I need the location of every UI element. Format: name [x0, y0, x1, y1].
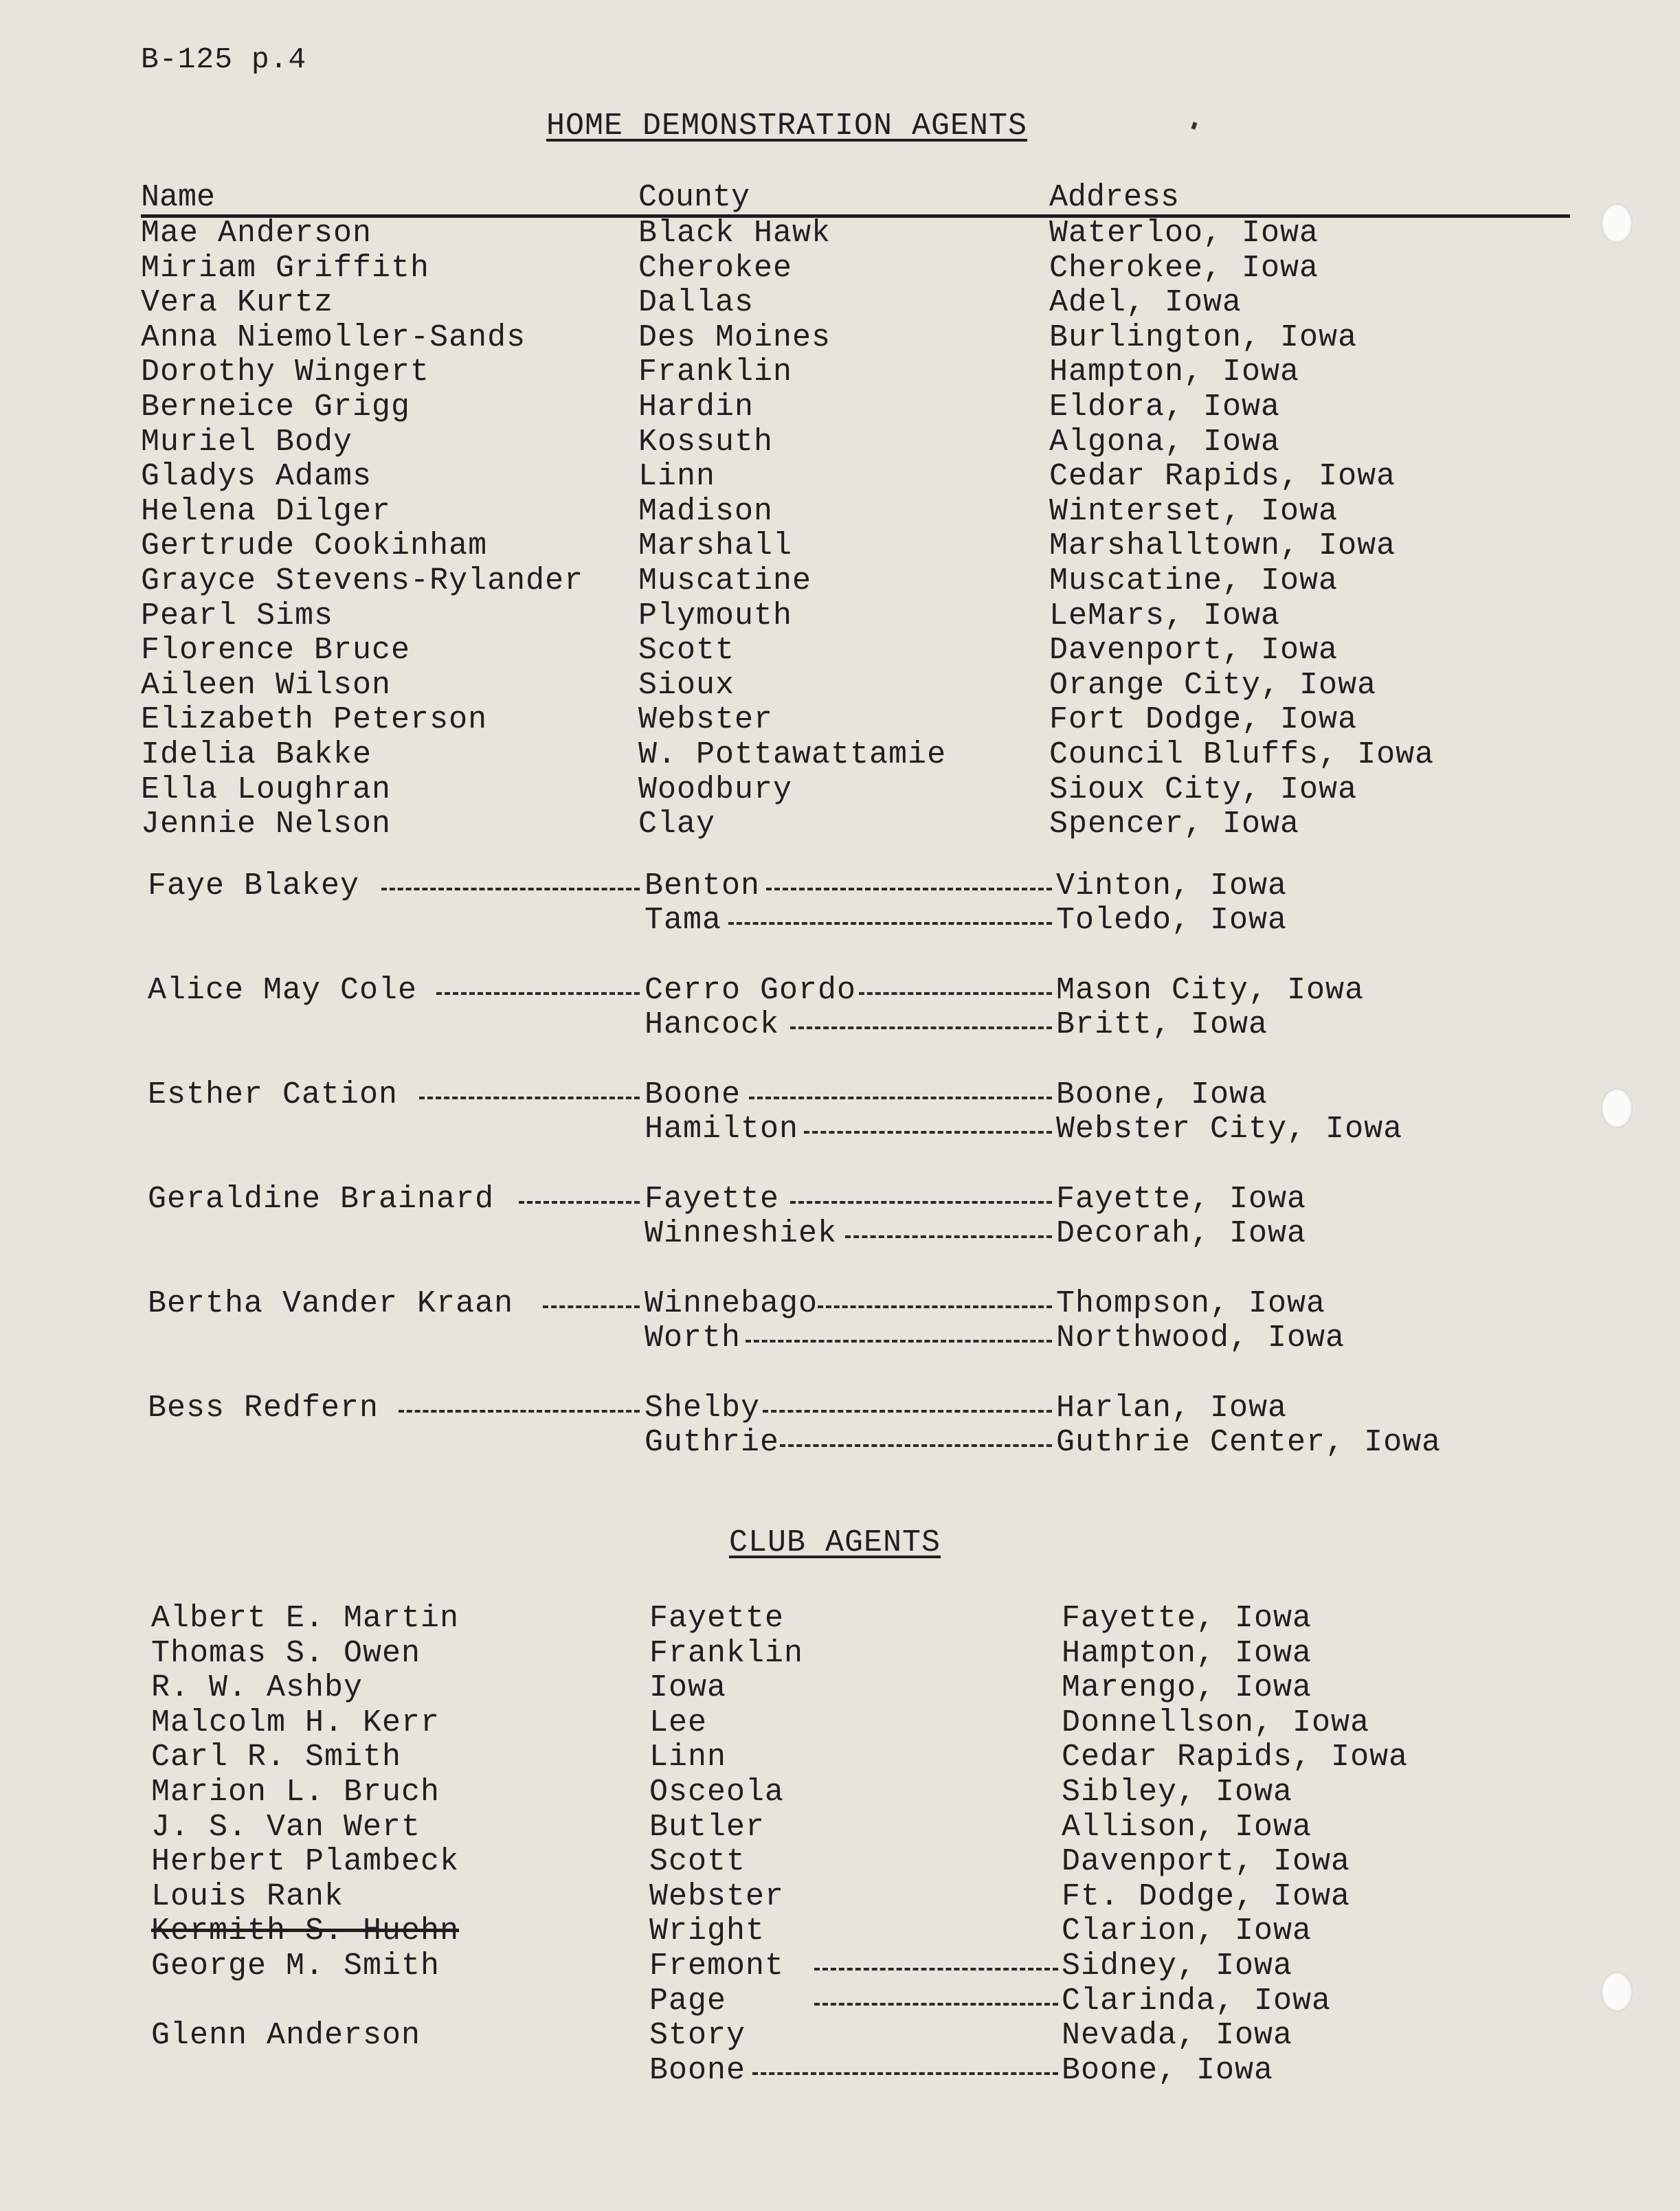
- agent-name: Ella Loughran: [141, 772, 392, 807]
- agent-name: Bess Redfern: [148, 1391, 379, 1426]
- dash-leader: [749, 1097, 1052, 1099]
- agent-name: Herbert Plambeck: [151, 1844, 460, 1880]
- agent-name: Dorothy Wingert: [141, 355, 430, 390]
- agent-name: Marion L. Bruch: [151, 1774, 440, 1810]
- agent-address: Vinton, Iowa: [1056, 868, 1288, 904]
- agent-county: Plymouth: [638, 598, 793, 633]
- agent-address: Burlington, Iowa: [1049, 319, 1358, 355]
- agent-address: Clarinda, Iowa: [1062, 1983, 1332, 2019]
- agent-county: Dallas: [638, 285, 754, 321]
- agent-address: Guthrie Center, Iowa: [1056, 1425, 1442, 1460]
- agent-name: Florence Bruce: [141, 633, 411, 669]
- agent-county: Black Hawk: [638, 216, 831, 251]
- agent-address: Donnellson, Iowa: [1062, 1705, 1370, 1740]
- agent-county: Des Moines: [638, 319, 831, 355]
- agent-county: W. Pottawattamie: [638, 737, 947, 772]
- agent-address: Boone, Iowa: [1056, 1077, 1268, 1112]
- agent-address: LeMars, Iowa: [1049, 598, 1281, 633]
- dash-leader: [804, 1131, 1052, 1134]
- agent-name: Carl R. Smith: [151, 1740, 402, 1775]
- agent-address: Boone, Iowa: [1062, 2052, 1274, 2088]
- agent-name: R. W. Ashby: [151, 1670, 363, 1706]
- dash-leader: [845, 1235, 1052, 1238]
- agent-address: Waterloo, Iowa: [1049, 216, 1319, 251]
- dash-leader: [814, 1968, 1058, 1971]
- dash-leader: [746, 1340, 1052, 1343]
- punch-hole: [1601, 203, 1633, 243]
- agent-county: Boone: [649, 2052, 746, 2088]
- agent-address: Clarion, Iowa: [1062, 1913, 1312, 1949]
- agent-name: Gladys Adams: [141, 459, 372, 495]
- agent-name: Thomas S. Owen: [151, 1635, 421, 1671]
- agent-county: Scott: [649, 1844, 746, 1880]
- agent-name: Muriel Body: [141, 424, 353, 460]
- agent-county: Muscatine: [638, 563, 812, 598]
- agent-address: Allison, Iowa: [1062, 1809, 1312, 1845]
- club-agents-title: CLUB AGENTS: [728, 1525, 941, 1560]
- agent-name: Idelia Bakke: [141, 737, 372, 772]
- agent-address: Algona, Iowa: [1049, 424, 1281, 460]
- page-reference: B-125 p.4: [141, 43, 307, 76]
- dash-leader: [436, 992, 640, 995]
- agent-name: J. S. Van Wert: [151, 1809, 421, 1845]
- agent-address: Toledo, Iowa: [1056, 903, 1288, 938]
- agent-address: Cherokee, Iowa: [1049, 250, 1319, 286]
- dash-leader: [399, 1410, 640, 1413]
- agent-name: Vera Kurtz: [141, 285, 334, 321]
- agent-county: Marshall: [638, 528, 793, 564]
- agent-address: Nevada, Iowa: [1062, 2018, 1293, 2054]
- agent-address: Harlan, Iowa: [1056, 1391, 1288, 1426]
- agent-address: Orange City, Iowa: [1049, 667, 1377, 703]
- agent-county: Hardin: [638, 389, 754, 425]
- dash-leader: [381, 888, 640, 890]
- agent-county: Winneshiek: [645, 1216, 838, 1251]
- home-demonstration-title: HOME DEMONSTRATION AGENTS: [546, 109, 1028, 144]
- agent-address: Thompson, Iowa: [1056, 1286, 1326, 1321]
- agent-name: Jennie Nelson: [141, 807, 392, 842]
- agent-name: Gertrude Cookinham: [141, 528, 488, 564]
- agent-name: Berneice Grigg: [141, 389, 411, 425]
- agent-name: Mae Anderson: [141, 216, 372, 251]
- agent-county: Butler: [649, 1809, 765, 1845]
- agent-name: Grayce Stevens-Rylander: [141, 563, 584, 598]
- agent-address: Sidney, Iowa: [1062, 1948, 1293, 1984]
- agent-county: Lee: [649, 1705, 708, 1740]
- agent-county: Fayette: [649, 1601, 785, 1636]
- agent-address: Winterset, Iowa: [1049, 493, 1339, 529]
- agent-county: Clay: [638, 807, 716, 842]
- agent-name: Albert E. Martin: [151, 1601, 460, 1636]
- agent-address: Decorah, Iowa: [1056, 1216, 1307, 1251]
- dash-leader: [519, 1201, 640, 1204]
- dash-leader: [790, 1201, 1052, 1204]
- agent-address: Hampton, Iowa: [1049, 355, 1300, 390]
- agent-name: Anna Niemoller-Sands: [141, 319, 526, 355]
- agent-address: Cedar Rapids, Iowa: [1049, 459, 1396, 495]
- agent-name: Esther Cation: [148, 1077, 399, 1112]
- header-address: Address: [1049, 180, 1180, 215]
- agent-county: Hamilton: [645, 1112, 799, 1147]
- dash-leader: [419, 1097, 640, 1099]
- agent-county: Franklin: [638, 355, 793, 390]
- agent-name: Helena Dilger: [141, 493, 392, 529]
- agent-name: Bertha Vander Kraan: [148, 1286, 514, 1321]
- dash-leader: [818, 1305, 1052, 1308]
- dash-leader: [790, 1026, 1052, 1029]
- agent-county: Cerro Gordo: [645, 973, 857, 1008]
- agent-county: Linn: [649, 1740, 727, 1775]
- agent-address: Mason City, Iowa: [1056, 973, 1365, 1008]
- agent-county: Hancock: [645, 1007, 780, 1042]
- agent-county: Worth: [645, 1321, 741, 1356]
- agent-address: Marshalltown, Iowa: [1049, 528, 1396, 564]
- agent-address: Cedar Rapids, Iowa: [1062, 1740, 1409, 1775]
- agent-address: Marengo, Iowa: [1062, 1670, 1312, 1706]
- header-name: Name: [141, 180, 216, 215]
- agent-address: Fayette, Iowa: [1062, 1601, 1312, 1636]
- agent-county: Guthrie: [645, 1425, 780, 1460]
- agent-name: Elizabeth Peterson: [141, 702, 488, 738]
- dash-leader: [780, 1444, 1052, 1447]
- agent-name: Geraldine Brainard: [148, 1182, 495, 1217]
- agent-address: Britt, Iowa: [1056, 1007, 1268, 1042]
- agent-name: Alice May Cole: [148, 973, 418, 1008]
- agent-county: Story: [649, 2018, 746, 2054]
- struck-agent-name: Kermith S. Huehn: [151, 1913, 460, 1949]
- agent-county: Sioux: [638, 667, 735, 703]
- agent-county: Fremont: [649, 1948, 785, 1984]
- agent-county: Madison: [638, 493, 774, 529]
- agent-address: Northwood, Iowa: [1056, 1321, 1345, 1356]
- agent-address: Davenport, Iowa: [1049, 633, 1339, 669]
- agent-address: Sioux City, Iowa: [1049, 772, 1358, 807]
- agent-county: Wright: [649, 1913, 765, 1949]
- agent-address: Hampton, Iowa: [1062, 1635, 1312, 1671]
- dash-leader: [752, 2072, 1058, 2075]
- agent-county: Benton: [645, 868, 761, 904]
- agent-county: Linn: [638, 459, 716, 495]
- agent-name: Miriam Griffith: [141, 250, 430, 286]
- agent-county: Kossuth: [638, 424, 774, 460]
- agent-address: Spencer, Iowa: [1049, 807, 1300, 842]
- agent-county: Woodbury: [638, 772, 793, 807]
- dash-leader: [728, 922, 1052, 925]
- dash-leader: [766, 888, 1052, 890]
- agent-county: Scott: [638, 633, 735, 669]
- agent-county: Osceola: [649, 1774, 785, 1810]
- agent-name: Glenn Anderson: [151, 2018, 421, 2054]
- agent-name: Pearl Sims: [141, 598, 334, 633]
- agent-address: Muscatine, Iowa: [1049, 563, 1339, 598]
- agent-name: George M. Smith: [151, 1948, 440, 1984]
- agent-address: Webster City, Iowa: [1056, 1112, 1403, 1147]
- agent-address: Fayette, Iowa: [1056, 1182, 1307, 1217]
- agent-address: Sibley, Iowa: [1062, 1774, 1293, 1810]
- dash-leader: [859, 992, 1052, 995]
- agent-county: Boone: [645, 1077, 741, 1112]
- agent-address: Ft. Dodge, Iowa: [1062, 1878, 1351, 1914]
- agent-name: Faye Blakey: [148, 868, 360, 904]
- agent-name: Aileen Wilson: [141, 667, 392, 703]
- agent-county: Shelby: [645, 1391, 761, 1426]
- punch-hole: [1601, 1972, 1633, 2012]
- dash-leader: [814, 2003, 1058, 2006]
- punch-hole: [1601, 1088, 1633, 1128]
- agent-name: Malcolm H. Kerr: [151, 1705, 440, 1740]
- agent-address: Council Bluffs, Iowa: [1049, 737, 1435, 772]
- agent-county: Webster: [638, 702, 774, 738]
- dash-leader: [543, 1305, 640, 1308]
- agent-address: Eldora, Iowa: [1049, 389, 1281, 425]
- column-header-row: [141, 179, 1570, 218]
- agent-county: Fayette: [645, 1182, 780, 1217]
- agent-county: Tama: [645, 903, 722, 938]
- agent-county: Page: [649, 1983, 727, 2019]
- agent-county: Franklin: [649, 1635, 804, 1671]
- agent-name: Louis Rank: [151, 1878, 344, 1914]
- agent-county: Winnebago: [645, 1286, 818, 1321]
- dash-leader: [763, 1410, 1052, 1413]
- agent-address: Adel, Iowa: [1049, 285, 1242, 321]
- agent-address: Fort Dodge, Iowa: [1049, 702, 1358, 738]
- agent-county: Webster: [649, 1878, 785, 1914]
- agent-county: Cherokee: [638, 250, 793, 286]
- agent-county: Iowa: [649, 1670, 727, 1706]
- header-county: County: [638, 180, 750, 215]
- agent-address: Davenport, Iowa: [1062, 1844, 1351, 1880]
